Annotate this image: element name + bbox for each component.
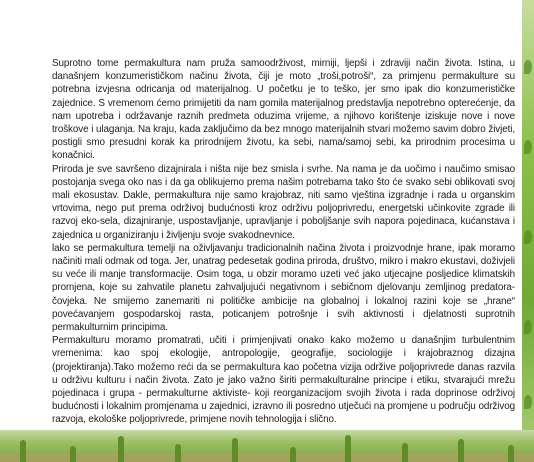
paragraph-2: Priroda je sve savršeno dizajnirala i ništa nije bez smisla i svrhe. Na nama je da uočimo i naučimo smisao postojanja svega oko nas i da ga oblikujemo prema našim potrebama tako što će svako sebi oblikovati svoj mali ekosustav. Dakle, permakultura nije samo krajobraz, niti samo vještina izgradnje i rada u organskim vrtovima, nego put prema održivoj budućnosti kroz održivu poljoprivredu, energetski učinkovite zgrade ili razvoj eko-sela, dizajniranje, uspostavljanje, upravljanje i poboljšanje svih napora pojedinaca, kućanstava i zajednica u organiziranju i življenju svoje svakodnevnice. <box>52 163 515 241</box>
plant-stem <box>118 436 124 462</box>
plant-stem <box>290 447 296 462</box>
plant-stem <box>232 438 238 462</box>
plant-stem <box>175 444 181 462</box>
leaf-decoration <box>524 140 532 154</box>
plant-stem <box>20 440 26 462</box>
soil-band <box>0 454 534 462</box>
bottom-garden-photo-strip <box>0 430 534 462</box>
plant-stem <box>508 445 514 462</box>
plant-stem <box>345 435 351 462</box>
leaf-decoration <box>524 320 532 334</box>
right-edge-foliage-decoration <box>522 0 534 430</box>
paragraph-1: Suprotno tome permakultura nam pruža samoodrživost, mirniji, ljepši i zdraviji način života. Istina, u današnjem konzumerističkom načinu života, čiji je moto „troši,potroši“, za primjenu permakulture su potrebna izvjesna odricanja od materijalnog. U početku je to teško, jer smo ipak dio konzumerističke zajednice. S vremenom ćemo primijetiti da nam gomila materijalnog predstavlja nepotrebno opterećenje, da nam upotreba i održavanje raznih predmeta oduzima vrijeme, a njihovo korištenje iziskuje nove i nove troškove i ulaganja. Na kraju, kada zaključimo da bez mnogo materijalnih stvari možemo savim dobro živjeti, postigli smo presudni korak ka prirodnijem životu, ka sebi, nama/samoj sebi, ka prirodnim procesima u konačnici. <box>52 58 515 162</box>
plant-stem <box>458 439 464 462</box>
leaf-decoration <box>524 395 532 409</box>
plant-stem <box>70 446 76 462</box>
plant-stem <box>402 443 408 462</box>
leaf-decoration <box>524 60 532 74</box>
leaf-decoration <box>524 230 532 244</box>
paragraph-4: Permakulturu moramo promatrati, učiti i primjenjivati onako kako možemo u današnjim turbulentnim vremenima: kao spoj ekologije, antropologije, geografije, sociologije i krajobraznog dizajna (projektiranja).Tako možemo reći da se permakultura kao početna vizija održive poljoprivrede danas razvila u održivu kulturu i način života. Zato je jako važno širiti permakulturalne principe i etiku, stvarajući mrežu pojedinaca i grupa - permakulturne aktiviste- koji reorganizacijom svojih života i rada doprinose održivoj budućnosti i lokalnim promjenama u zajednici, izravno ili posredno utječući na promjene u području održivog razvoja, ekološke poljoprivrede, primjene novih tehnologija i slično. <box>52 335 515 426</box>
article-body <box>52 57 515 427</box>
paragraph-3: lako se permakultura temelji na oživljavanju tradicionalnih načina života i proizvodnje hrane, ipak moramo načiniti mali odmak od toga. Jer, unatrag pedesetak godina priroda, društvo, mikro i makro ekustavi, doživjeli su veće ili manje transformacije. Osim toga, u obzir moramo uzeti već jako utjecajne posljedice klimatskih promjena, koje su zahvatile planetu zahvaljujući negativnom i sebičnom djelovanju zemljinog predatora-čovjeka. Ne smijemo zanemariti ni političke ambicije na globalnoj i lokalnoj razini koje se „hrane“ povećavanjem gospodarskoj rasta, poticanjem potrošnje i svih aktivnosti i djelatnosti suprotnih permakulturnim principima. <box>52 242 515 334</box>
